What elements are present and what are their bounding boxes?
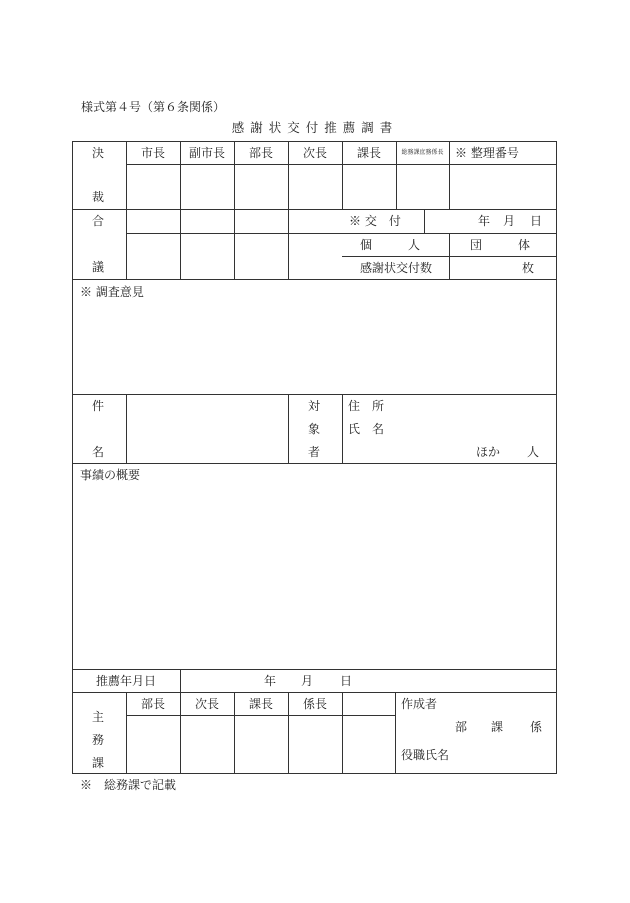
section-role-director: 部長 [140, 697, 165, 711]
title-name-label: 役職氏名 [401, 748, 450, 762]
role-deputy-director: 次長 [302, 146, 327, 160]
case-label-top: 件 [92, 399, 105, 413]
author-kakari: 係 [530, 720, 543, 734]
role-mayor: 市長 [140, 146, 165, 160]
kessai-label-top: 決 [92, 146, 105, 160]
section-label-2: 務 [92, 733, 105, 747]
seiri-number-label: ※ 整理番号 [455, 146, 519, 160]
survey-opinion-label: ※ 調査意見 [80, 285, 144, 299]
form-label: 様式第４号（第６条関係） [81, 100, 226, 114]
author-bu: 部 [455, 720, 468, 734]
kessai-label-bottom: 裁 [92, 190, 105, 204]
koufu-label: ※ 交 付 [349, 214, 401, 228]
section-role-unit-chief: 係長 [302, 697, 327, 711]
koufu-year: 年 [478, 214, 491, 228]
gougi-label-bottom: 議 [92, 260, 105, 274]
author-label: 作成者 [401, 697, 438, 711]
address-label: 住 所 [348, 399, 385, 413]
role-director: 部長 [248, 146, 273, 160]
target-label-2: 象 [308, 422, 321, 436]
target-label-1: 対 [308, 399, 321, 413]
gougi-label-top: 合 [92, 214, 105, 228]
count-label: 感謝状交付数 [360, 261, 433, 275]
section-label-1: 主 [92, 710, 105, 724]
recommend-month: 月 [301, 674, 314, 688]
achievements-label: 事績の概要 [80, 468, 141, 482]
document-title: 感謝状交付推薦調書 [231, 120, 399, 135]
count-unit: 枚 [522, 261, 535, 275]
role-section-chief: 課長 [356, 146, 381, 160]
others-label: ほか [476, 445, 501, 459]
role-deputy-mayor: 副市長 [188, 146, 225, 160]
recommend-date-label: 推薦年月日 [95, 674, 156, 688]
kojin-label: 個 人 [360, 238, 421, 252]
others-unit: 人 [527, 445, 540, 459]
recommend-year: 年 [264, 674, 277, 688]
koufu-month: 月 [503, 214, 516, 228]
footer-note: ※ 総務課で記載 [80, 778, 177, 792]
case-label-bottom: 名 [92, 445, 105, 459]
name-label: 氏 名 [348, 422, 385, 436]
recommend-day: 日 [340, 674, 353, 688]
section-role-deputy-director: 次長 [194, 697, 219, 711]
role-general-affairs-chief: 総務課庶務係長 [401, 149, 444, 156]
author-ka: 課 [491, 720, 504, 734]
koufu-day: 日 [530, 214, 543, 228]
dantai-label: 団 体 [470, 238, 531, 252]
section-role-section-chief: 課長 [248, 697, 273, 711]
section-label-3: 課 [92, 756, 105, 770]
target-label-3: 者 [308, 445, 321, 459]
